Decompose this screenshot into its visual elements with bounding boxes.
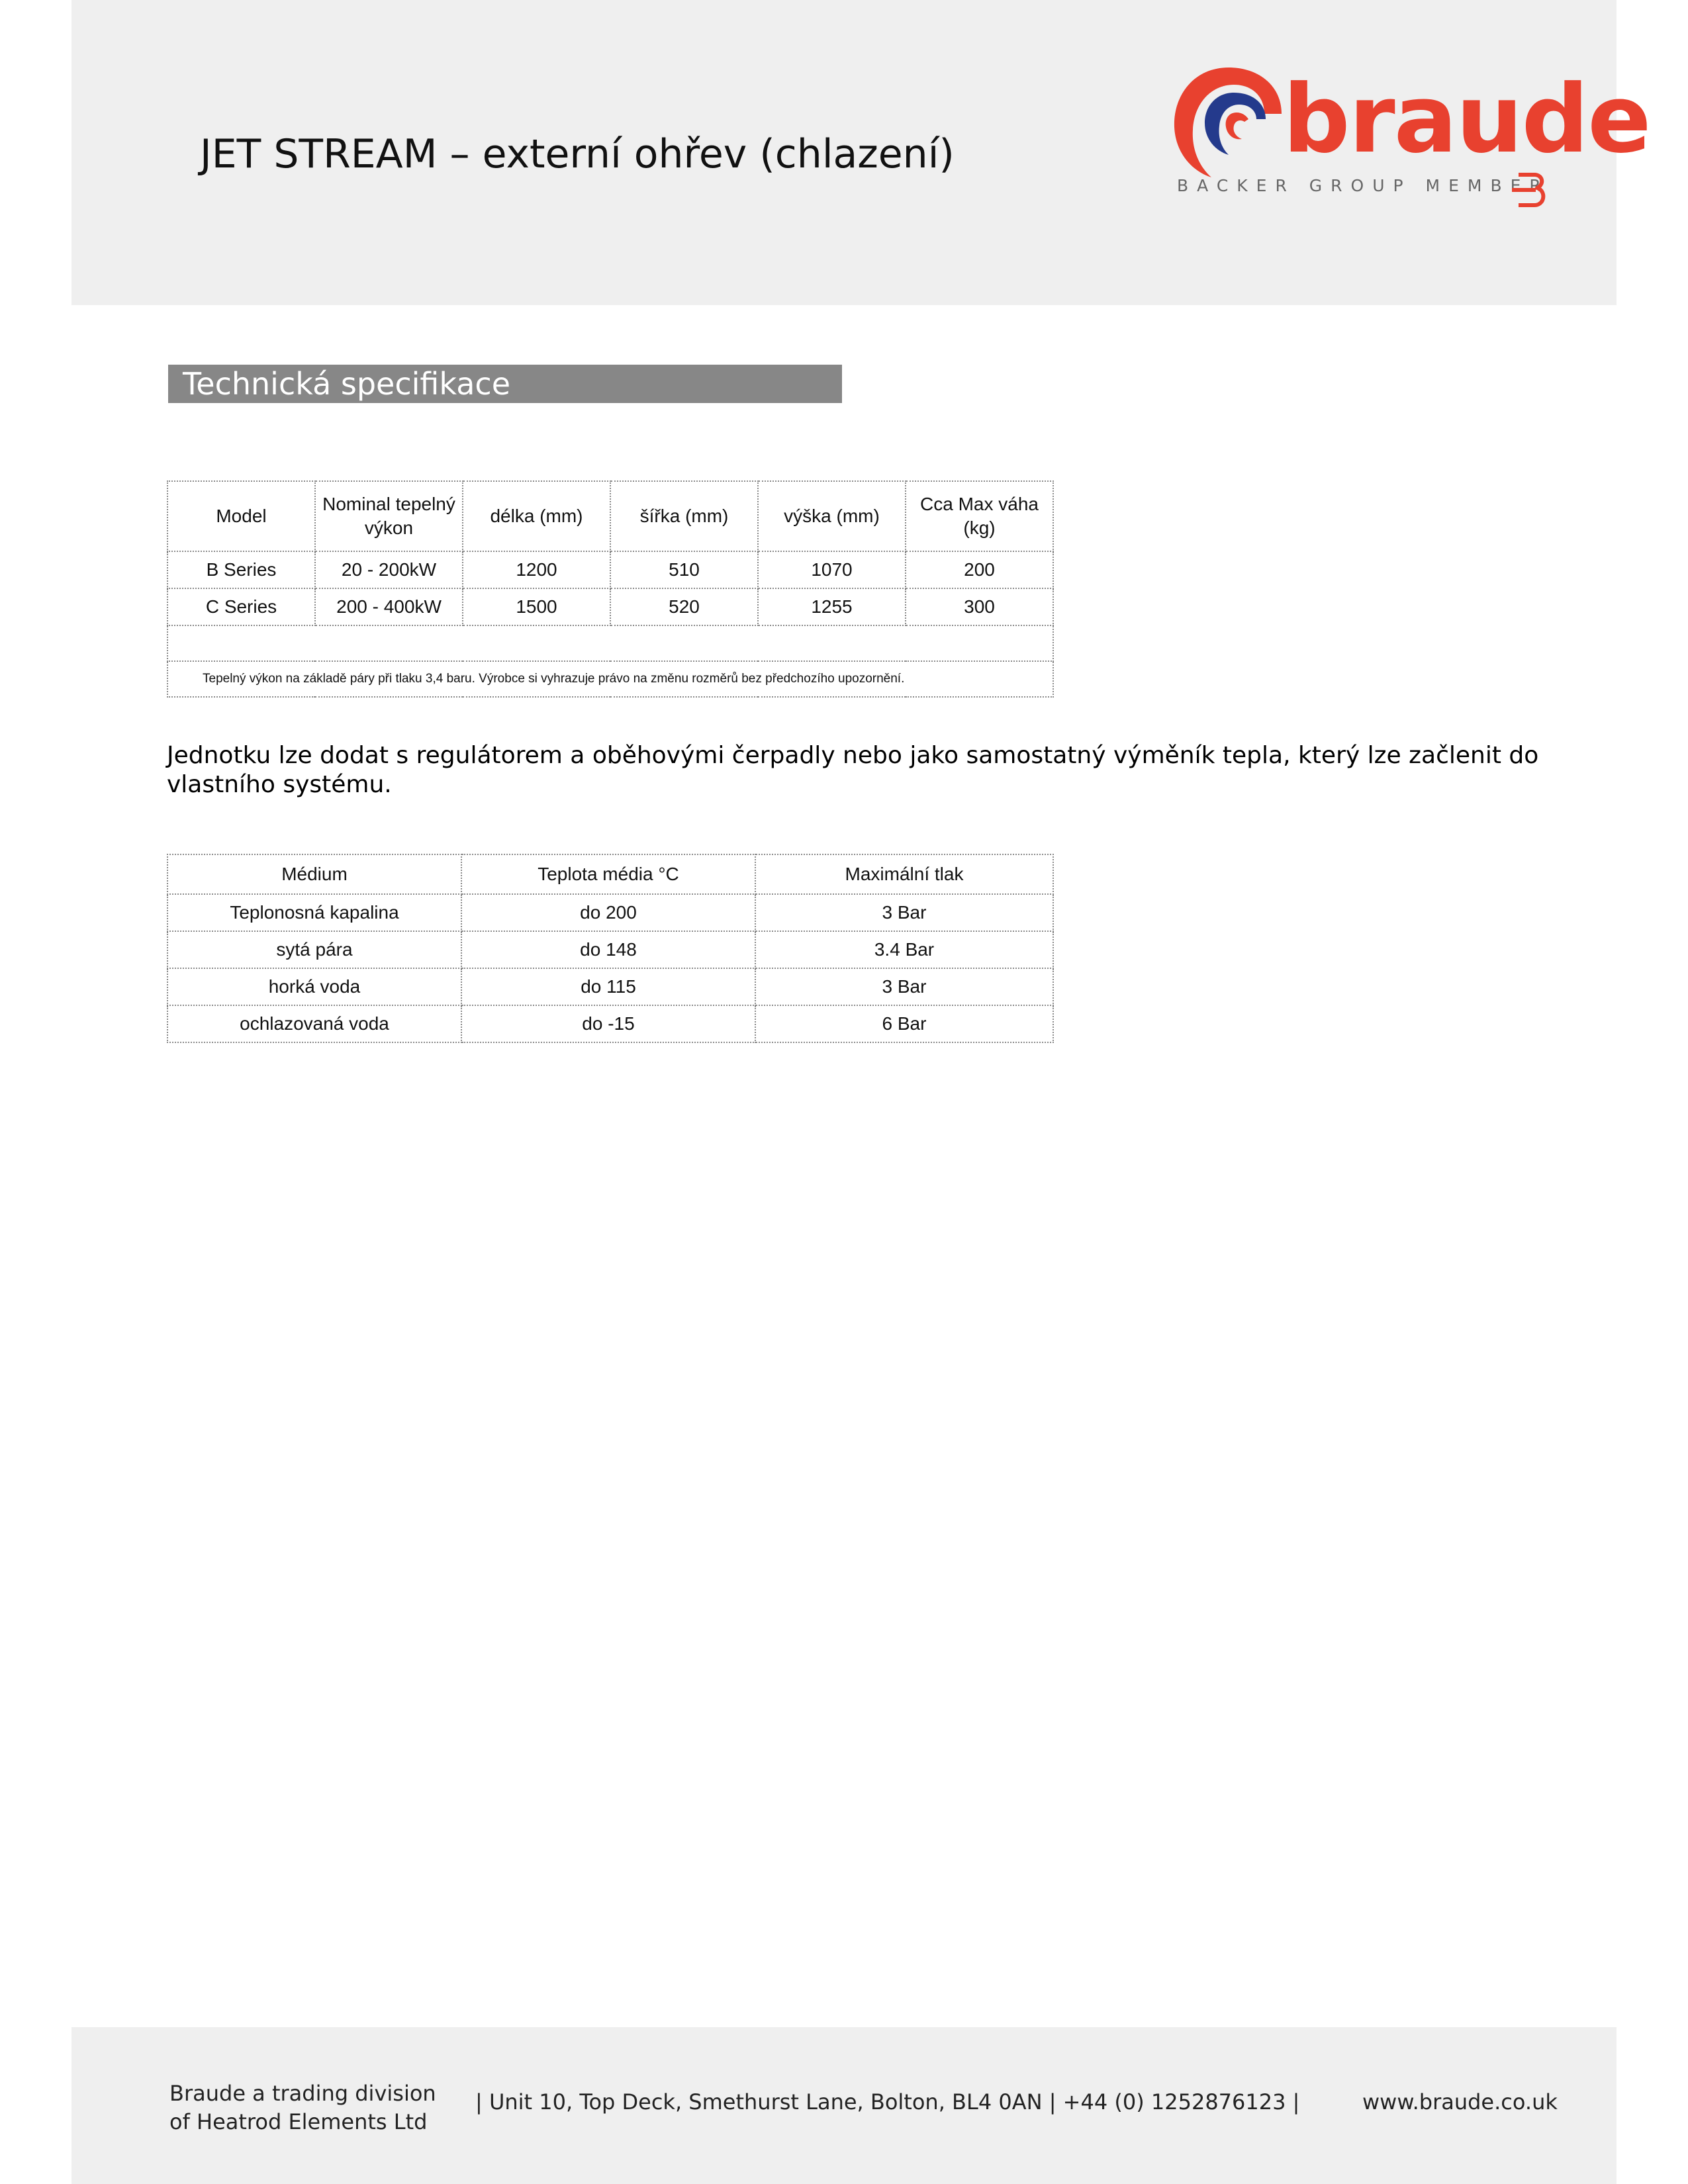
table-row	[167, 931, 1053, 968]
table-cell: 200 - 400kW	[315, 588, 463, 625]
footer-company-line: of Heatrod Elements Ltd	[169, 2109, 428, 2134]
braude-logo	[1165, 58, 1650, 217]
table-cell: 6 Bar	[755, 1005, 1053, 1042]
footer-address: | Unit 10, Top Deck, Smethurst Lane, Bolton, BL4 0AN | +44 (0) 1252876123 |	[475, 2089, 1300, 2115]
table-cell: 510	[610, 551, 758, 588]
body-paragraph: Jednotku lze dodat s regulátorem a oběhovými čerpadly nebo jako samostatný výměník tepla, který lze začlenit do vlastního systému.	[167, 742, 1539, 798]
spec-header-cell: délka (mm)	[463, 481, 610, 551]
table-cell: 20 - 200kW	[315, 551, 463, 588]
table-cell: do 200	[461, 894, 755, 931]
table-cell: 1070	[758, 551, 906, 588]
table-cell: 3.4 Bar	[755, 931, 1053, 968]
note-row	[167, 661, 1053, 697]
logo-tagline: BACKER GROUP MEMBER	[1177, 176, 1550, 195]
footer-company	[169, 2079, 436, 2136]
logo-wordmark: braude	[1283, 65, 1650, 174]
table-note: Tepelný výkon na základě páry při tlaku 3,4 baru. Výrobce si vyhrazuje právo na změnu rozměrů bez předchozího upozornění.	[167, 661, 1053, 697]
spec-table-header-row	[167, 481, 1053, 551]
medium-header-cell: Médium	[167, 854, 461, 894]
section-heading: Technická specifikace	[168, 365, 842, 403]
document-title: JET STREAM – externí ohřev (chlazení)	[200, 131, 955, 177]
empty-cell	[167, 625, 1053, 661]
table-cell: 1500	[463, 588, 610, 625]
table-cell: do -15	[461, 1005, 755, 1042]
table-cell: B Series	[167, 551, 315, 588]
empty-row	[167, 625, 1053, 661]
table-cell: 1200	[463, 551, 610, 588]
table-cell: do 115	[461, 968, 755, 1005]
spec-header-cell: výška (mm)	[758, 481, 906, 551]
spec-header-cell: Model	[167, 481, 315, 551]
medium-table-header-row	[167, 854, 1053, 894]
logo-swirl-icon	[1165, 58, 1297, 191]
spec-header-cell: Nominal tepelný výkon	[315, 481, 463, 551]
table-cell: 520	[610, 588, 758, 625]
table-cell: horká voda	[167, 968, 461, 1005]
table-row	[167, 894, 1053, 931]
medium-header-cell: Maximální tlak	[755, 854, 1053, 894]
table-row	[167, 551, 1053, 588]
table-cell: 3 Bar	[755, 894, 1053, 931]
table-row	[167, 968, 1053, 1005]
spec-header-cell: šířka (mm)	[610, 481, 758, 551]
footer-company-line: Braude a trading division	[169, 2081, 436, 2106]
table-cell: Teplonosná kapalina	[167, 894, 461, 931]
table-cell: 3 Bar	[755, 968, 1053, 1005]
table-cell: sytá pára	[167, 931, 461, 968]
table-cell: 1255	[758, 588, 906, 625]
footer-website-link[interactable]: www.braude.co.uk	[1362, 2089, 1558, 2115]
table-cell: ochlazovaná voda	[167, 1005, 461, 1042]
table-cell: C Series	[167, 588, 315, 625]
backer-b-icon	[1509, 171, 1549, 210]
table-cell: 200	[906, 551, 1053, 588]
table-row	[167, 588, 1053, 625]
table-cell: 300	[906, 588, 1053, 625]
table-row	[167, 1005, 1053, 1042]
medium-table	[167, 854, 1054, 1043]
table-cell: do 148	[461, 931, 755, 968]
medium-header-cell: Teplota média °C	[461, 854, 755, 894]
spec-table	[167, 480, 1054, 698]
spec-header-cell: Cca Max váha (kg)	[906, 481, 1053, 551]
